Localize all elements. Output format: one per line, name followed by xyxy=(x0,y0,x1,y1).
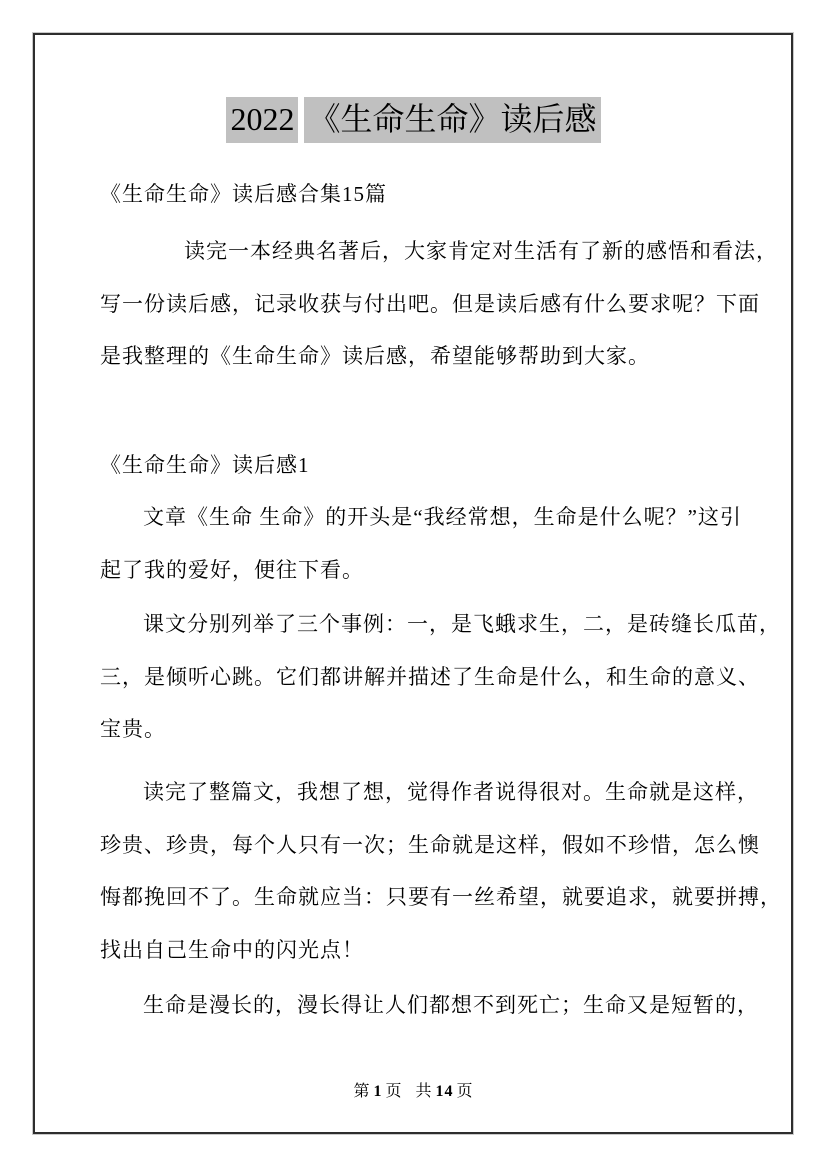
paragraph-line: 写一份读后感，记录收获与付出吧。但是读后感有什么要求呢？下面 xyxy=(100,291,760,316)
footer-total-number: 14 xyxy=(435,1083,454,1100)
footer-page-number: 1 xyxy=(373,1083,383,1100)
intro-paragraph xyxy=(100,225,780,383)
title-year-highlight: 2022 xyxy=(226,97,298,143)
footer-page-suffix: 页 xyxy=(385,1083,403,1100)
page-footer xyxy=(0,1082,827,1102)
page-title xyxy=(0,97,827,143)
paragraph-line: 生命是漫长的，漫长得让人们都想不到死亡；生命又是短暂的， xyxy=(143,993,759,1017)
paragraph-line: 读完了整篇文，我想了想，觉得作者说得很对。生命就是这样， xyxy=(143,780,759,804)
section-heading-1 xyxy=(100,439,780,492)
paragraph-line: 三，是倾听心跳。它们都讲解并描述了生命是什么，和生命的意义、 xyxy=(100,664,760,689)
body-paragraph-4 xyxy=(100,979,780,1032)
body-paragraph-1 xyxy=(100,491,780,596)
footer-page-prefix: 第 xyxy=(353,1083,371,1100)
paragraph-line: 珍贵、珍贵，每个人只有一次；生命就是这样，假如不珍惜，怎么懊 xyxy=(100,832,760,857)
section-heading-text: 《生命生命》读后感1 xyxy=(100,453,310,477)
paragraph-line: 起了我的爱好，便往下看。 xyxy=(100,557,364,582)
paragraph-line: 悔都挽回不了。生命就应当：只要有一丝希望，就要追求，就要拼搏， xyxy=(100,885,782,909)
paragraph-line: 课文分别列举了三个事例：一，是飞蛾求生，二，是砖缝长瓜苗， xyxy=(143,612,781,636)
paragraph-line: 文章《生命 生命》的开头是“我经常想，生命是什么呢？”这引 xyxy=(143,505,742,529)
subtitle-block xyxy=(100,168,780,221)
subtitle-text: 《生命生命》读后感合集15篇 xyxy=(100,182,387,206)
paragraph-line: 是我整理的《生命生命》读后感，希望能够帮助到大家。 xyxy=(100,344,650,368)
paragraph-line: 宝贵。 xyxy=(100,717,166,741)
body-paragraph-2 xyxy=(100,598,780,756)
title-text-highlight: 《生命生命》读后感 xyxy=(304,97,600,143)
paragraph-line: 读完一本经典名著后，大家肯定对生活有了新的感悟和看法， xyxy=(184,239,778,263)
body-paragraph-3 xyxy=(100,766,780,976)
paragraph-line: 找出自己生命中的闪光点！ xyxy=(100,937,364,962)
footer-total-prefix: 共 xyxy=(415,1083,433,1100)
footer-total-suffix: 页 xyxy=(456,1083,474,1100)
